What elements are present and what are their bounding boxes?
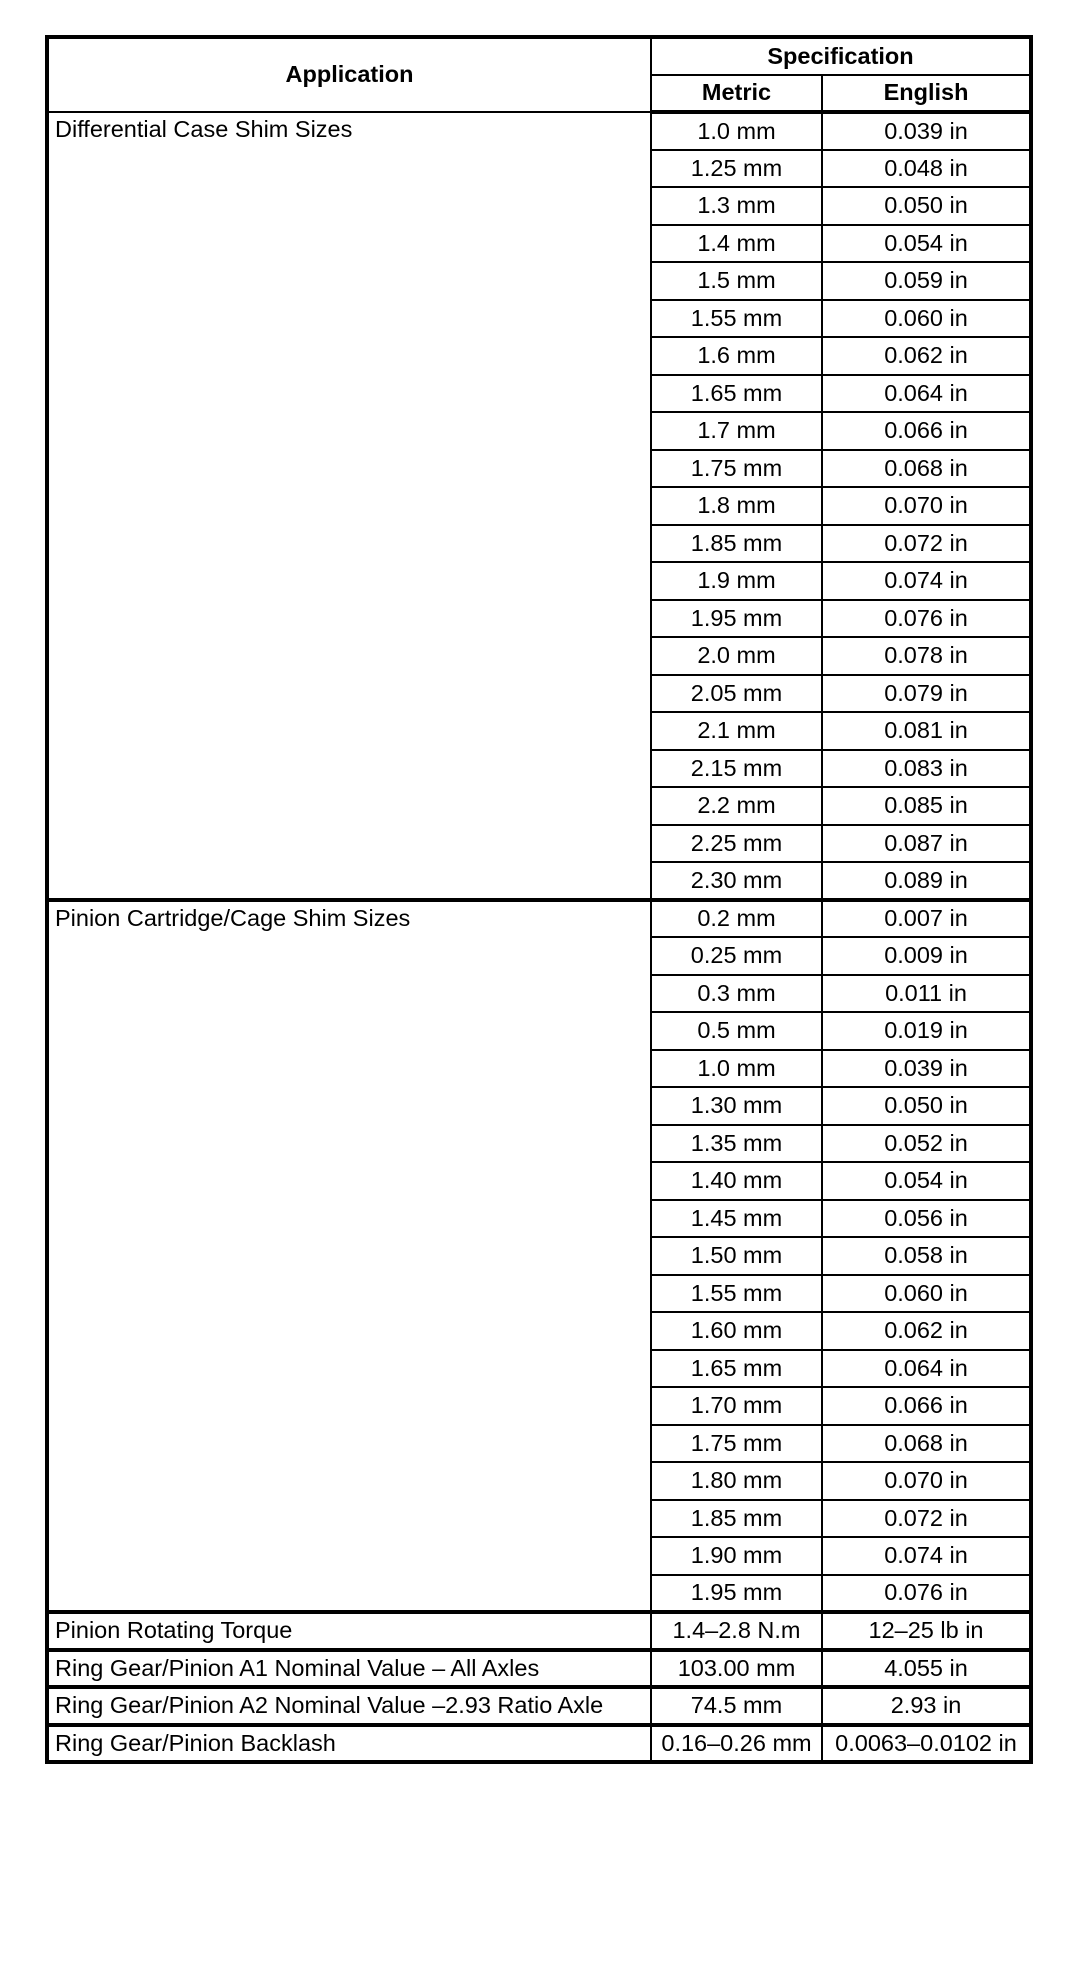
metric-cell: 1.95 mm [651,600,822,638]
metric-cell: 1.35 mm [651,1125,822,1163]
english-cell: 0.074 in [822,1537,1031,1575]
english-cell: 0.009 in [822,937,1031,975]
metric-cell: 1.80 mm [651,1462,822,1500]
english-cell: 0.076 in [822,600,1031,638]
english-cell: 0.066 in [822,412,1031,450]
application-cell: Ring Gear/Pinion Backlash [47,1725,651,1763]
metric-cell: 0.16–0.26 mm [651,1725,822,1763]
english-cell: 4.055 in [822,1650,1031,1688]
table-body [47,112,1031,1762]
application-cell: Pinion Rotating Torque [47,1612,651,1650]
specification-table [45,35,1033,1764]
metric-cell: 1.4 mm [651,225,822,263]
english-cell: 12–25 lb in [822,1612,1031,1650]
metric-cell: 1.75 mm [651,1425,822,1463]
english-cell: 0.060 in [822,1275,1031,1313]
metric-cell: 1.50 mm [651,1237,822,1275]
header-metric: Metric [651,75,822,113]
table-row [47,1612,1031,1650]
english-cell: 0.050 in [822,1087,1031,1125]
application-cell: Ring Gear/Pinion A2 Nominal Value –2.93 Ratio Axle [47,1687,651,1725]
english-cell: 0.062 in [822,337,1031,375]
english-cell: 0.059 in [822,262,1031,300]
metric-cell: 1.95 mm [651,1575,822,1613]
metric-cell: 2.0 mm [651,637,822,675]
english-cell: 0.058 in [822,1237,1031,1275]
table-row [47,900,1031,938]
english-cell: 0.074 in [822,562,1031,600]
metric-cell: 1.90 mm [651,1537,822,1575]
metric-cell: 2.30 mm [651,862,822,900]
metric-cell: 2.2 mm [651,787,822,825]
metric-cell: 1.4–2.8 N.m [651,1612,822,1650]
metric-cell: 2.1 mm [651,712,822,750]
english-cell: 0.050 in [822,187,1031,225]
english-cell: 0.085 in [822,787,1031,825]
english-cell: 0.081 in [822,712,1031,750]
english-cell: 0.070 in [822,487,1031,525]
metric-cell: 0.5 mm [651,1012,822,1050]
english-cell: 0.064 in [822,375,1031,413]
english-cell: 0.076 in [822,1575,1031,1613]
english-cell: 0.089 in [822,862,1031,900]
metric-cell: 0.25 mm [651,937,822,975]
metric-cell: 1.55 mm [651,1275,822,1313]
header-specification: Specification [651,37,1031,75]
metric-cell: 1.70 mm [651,1387,822,1425]
metric-cell: 1.55 mm [651,300,822,338]
table-row [47,1650,1031,1688]
english-cell: 0.062 in [822,1312,1031,1350]
english-cell: 0.0063–0.0102 in [822,1725,1031,1763]
metric-cell: 1.0 mm [651,112,822,150]
english-cell: 0.070 in [822,1462,1031,1500]
metric-cell: 1.3 mm [651,187,822,225]
metric-cell: 74.5 mm [651,1687,822,1725]
english-cell: 0.072 in [822,525,1031,563]
metric-cell: 1.6 mm [651,337,822,375]
table-row [47,1725,1031,1763]
metric-cell: 1.65 mm [651,1350,822,1388]
metric-cell: 1.40 mm [651,1162,822,1200]
metric-cell: 2.25 mm [651,825,822,863]
english-cell: 0.052 in [822,1125,1031,1163]
english-cell: 0.039 in [822,1050,1031,1088]
english-cell: 0.079 in [822,675,1031,713]
metric-cell: 1.75 mm [651,450,822,488]
table-row [47,112,1031,150]
application-cell: Ring Gear/Pinion A1 Nominal Value – All Axles [47,1650,651,1688]
metric-cell: 1.0 mm [651,1050,822,1088]
english-cell: 0.060 in [822,300,1031,338]
metric-cell: 1.8 mm [651,487,822,525]
english-cell: 0.048 in [822,150,1031,188]
header-english: English [822,75,1031,113]
metric-cell: 1.85 mm [651,525,822,563]
english-cell: 0.007 in [822,900,1031,938]
metric-cell: 1.65 mm [651,375,822,413]
english-cell: 0.068 in [822,450,1031,488]
english-cell: 0.072 in [822,1500,1031,1538]
metric-cell: 1.5 mm [651,262,822,300]
english-cell: 0.087 in [822,825,1031,863]
metric-cell: 0.3 mm [651,975,822,1013]
metric-cell: 1.25 mm [651,150,822,188]
header-application: Application [47,37,651,112]
english-cell: 0.064 in [822,1350,1031,1388]
english-cell: 0.078 in [822,637,1031,675]
english-cell: 0.056 in [822,1200,1031,1238]
application-cell: Differential Case Shim Sizes [47,112,651,900]
metric-cell: 1.85 mm [651,1500,822,1538]
metric-cell: 1.9 mm [651,562,822,600]
metric-cell: 1.45 mm [651,1200,822,1238]
english-cell: 0.054 in [822,1162,1031,1200]
english-cell: 0.068 in [822,1425,1031,1463]
metric-cell: 2.05 mm [651,675,822,713]
metric-cell: 1.60 mm [651,1312,822,1350]
english-cell: 0.054 in [822,225,1031,263]
metric-cell: 1.7 mm [651,412,822,450]
metric-cell: 2.15 mm [651,750,822,788]
english-cell: 0.011 in [822,975,1031,1013]
table-header [47,37,1031,112]
english-cell: 0.066 in [822,1387,1031,1425]
metric-cell: 0.2 mm [651,900,822,938]
english-cell: 0.039 in [822,112,1031,150]
english-cell: 0.019 in [822,1012,1031,1050]
metric-cell: 1.30 mm [651,1087,822,1125]
table-row [47,1687,1031,1725]
application-cell: Pinion Cartridge/Cage Shim Sizes [47,900,651,1613]
english-cell: 2.93 in [822,1687,1031,1725]
metric-cell: 103.00 mm [651,1650,822,1688]
english-cell: 0.083 in [822,750,1031,788]
